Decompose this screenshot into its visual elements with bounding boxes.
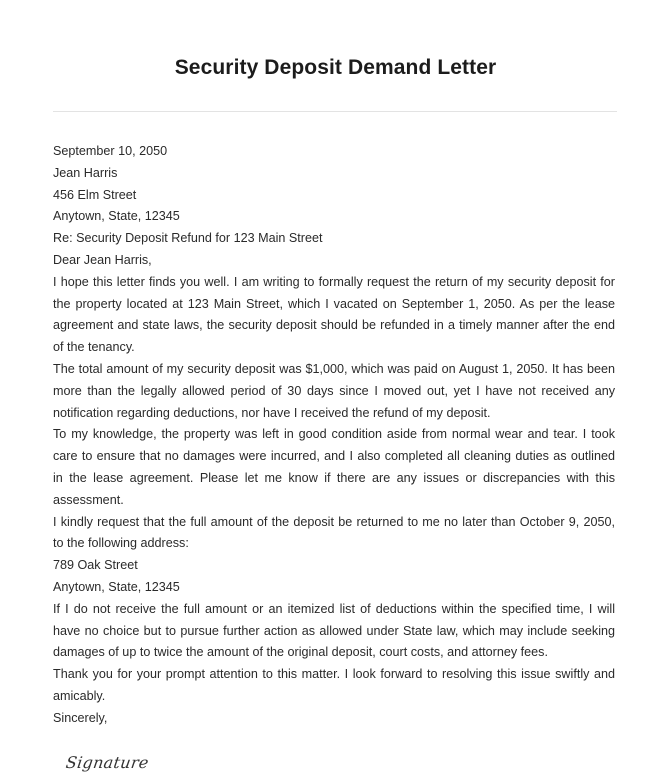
title-divider [53, 111, 617, 112]
paragraph-request: I kindly request that the full amount of the deposit be returned to me no later than October 9, 2050, to the following address: [53, 514, 615, 551]
recipient-city: Anytown, State, 12345 [53, 209, 180, 224]
paragraph-property-condition: To my knowledge, the property was left in good condition aside from normal wear and tear. I took care to ensure that no damages were incurred, and I also completed all cleaning duties as outlined in the lease agreement. Please let me know if there are any issues or discrepancies with this assessment. [53, 427, 615, 507]
recipient-street: 456 Elm Street [53, 187, 137, 202]
letter-salutation: Dear Jean Harris, [53, 252, 152, 267]
paragraph-intro: I hope this letter finds you well. I am writing to formally request the return of my security deposit for the property located at 123 Main Street, which I vacated on September 1, 2050. As per the lease agreement and state laws, the security deposit should be refunded in a timely manner after the end of the tenancy. [53, 274, 615, 355]
letter-body [53, 141, 615, 730]
signature: Signature [64, 753, 151, 772]
letter-subject: Re: Security Deposit Refund for 123 Main Street [53, 231, 323, 246]
paragraph-further-action: If I do not receive the full amount or an itemized list of deductions within the specified time, I will have no choice but to pursue further action as allowed under State law, which may include seeking damages of up to twice the amount of the original deposit, court costs, and attorney fees. [53, 601, 615, 660]
return-street: 789 Oak Street [53, 558, 138, 573]
paragraph-thanks: Thank you for your prompt attention to this matter. I look forward to resolving this issue swiftly and amicably. [53, 667, 615, 703]
recipient-name: Jean Harris [53, 165, 118, 180]
letter-date: September 10, 2050 [53, 144, 168, 158]
return-city: Anytown, State, 12345 [53, 579, 180, 594]
paragraph-deposit-amount: The total amount of my security deposit was $1,000, which was paid on August 1, 2050. It has been more than the legally allowed period of 30 days since I moved out, yet I have not received any notification regarding deductions, nor have I received the refund of my deposit. [53, 361, 615, 420]
letter-closing: Sincerely, [53, 710, 108, 725]
letter-title: Security Deposit Demand Letter [174, 56, 497, 79]
